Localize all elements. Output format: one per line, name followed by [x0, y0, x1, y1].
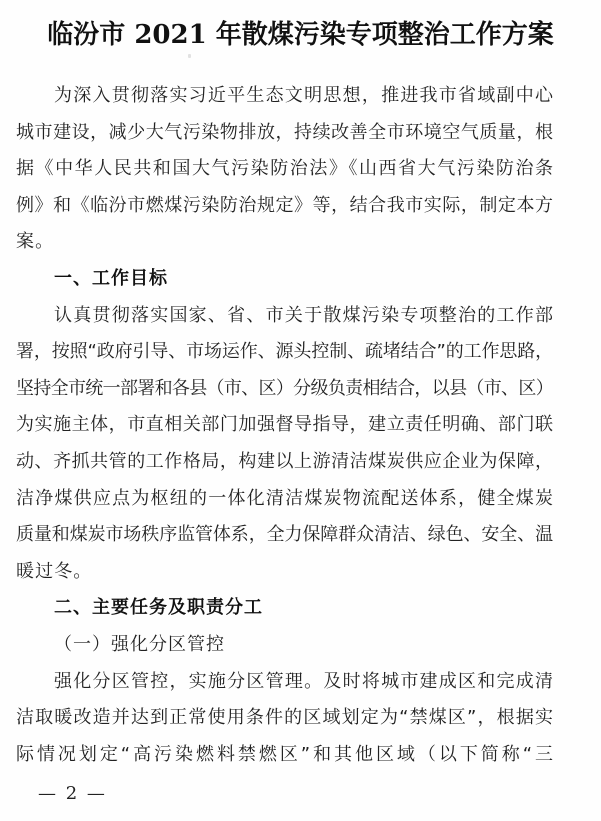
paragraph-line: 为深入贯彻落实习近平生态文明思想，推进我市省域副中心 — [54, 85, 553, 106]
paragraph-line: 为实施主体，市直相关部门加强督导指导，建立责任明确、部门联 — [16, 414, 553, 436]
paragraph-line: 案。 — [16, 231, 55, 253]
subsection-heading-zoning-control: （一）强化分区管控 — [54, 633, 225, 655]
paragraph-line: 城市建设，减少大气污染物排放，持续改善全市环境空气质量，根 — [16, 121, 553, 143]
paragraph-line: 际情况划定“高污染燃料禁燃区”和其他区域（以下简称“三 — [16, 743, 553, 765]
paragraph-line: 动、齐抓共管的工作格局，构建以上游清洁煤炭供应企业为保障， — [16, 450, 553, 472]
paragraph-line: 坚持全市统一部署和各县（市、区）分级负责相结合，以县（市、区） — [16, 377, 553, 399]
document-title: 临汾市 2021 年散煤污染专项整治工作方案 — [47, 20, 554, 50]
document-body — [16, 78, 553, 773]
paragraph-line: 认真贯彻落实国家、省、市关于散煤污染专项整治的工作部 — [54, 304, 553, 326]
paragraph-line: 质量和煤炭市场秩序监管体系，全力保障群众清洁、绿色、安全、温 — [16, 524, 553, 546]
section-heading-work-goals: 一、工作目标 — [54, 267, 168, 289]
section-heading-main-tasks: 二、主要任务及职责分工 — [54, 597, 263, 619]
paragraph-line: 洁净煤供应点为枢纽的一体化清洁煤炭物流配送体系，健全煤炭 — [16, 487, 553, 509]
paragraph-line: 洁取暖改造并达到正常使用条件的区域划定为“禁煤区”，根据实 — [16, 707, 553, 729]
paragraph-line: 暖过冬。 — [16, 560, 93, 582]
paragraph-line: 据《中华人民共和国大气污染防治法》《山西省大气污染防治条 — [16, 158, 553, 180]
scan-speck — [188, 54, 191, 58]
paragraph-line: 强化分区管控，实施分区管理。及时将城市建成区和完成清 — [54, 670, 553, 692]
page-number: — 2 — — [38, 783, 107, 804]
paragraph-line: 署，按照“政府引导、市场运作、源头控制、疏堵结合”的工作思路， — [16, 341, 553, 363]
paragraph-line: 例》和《临汾市燃煤污染防治规定》等，结合我市实际，制定本方 — [16, 194, 553, 216]
